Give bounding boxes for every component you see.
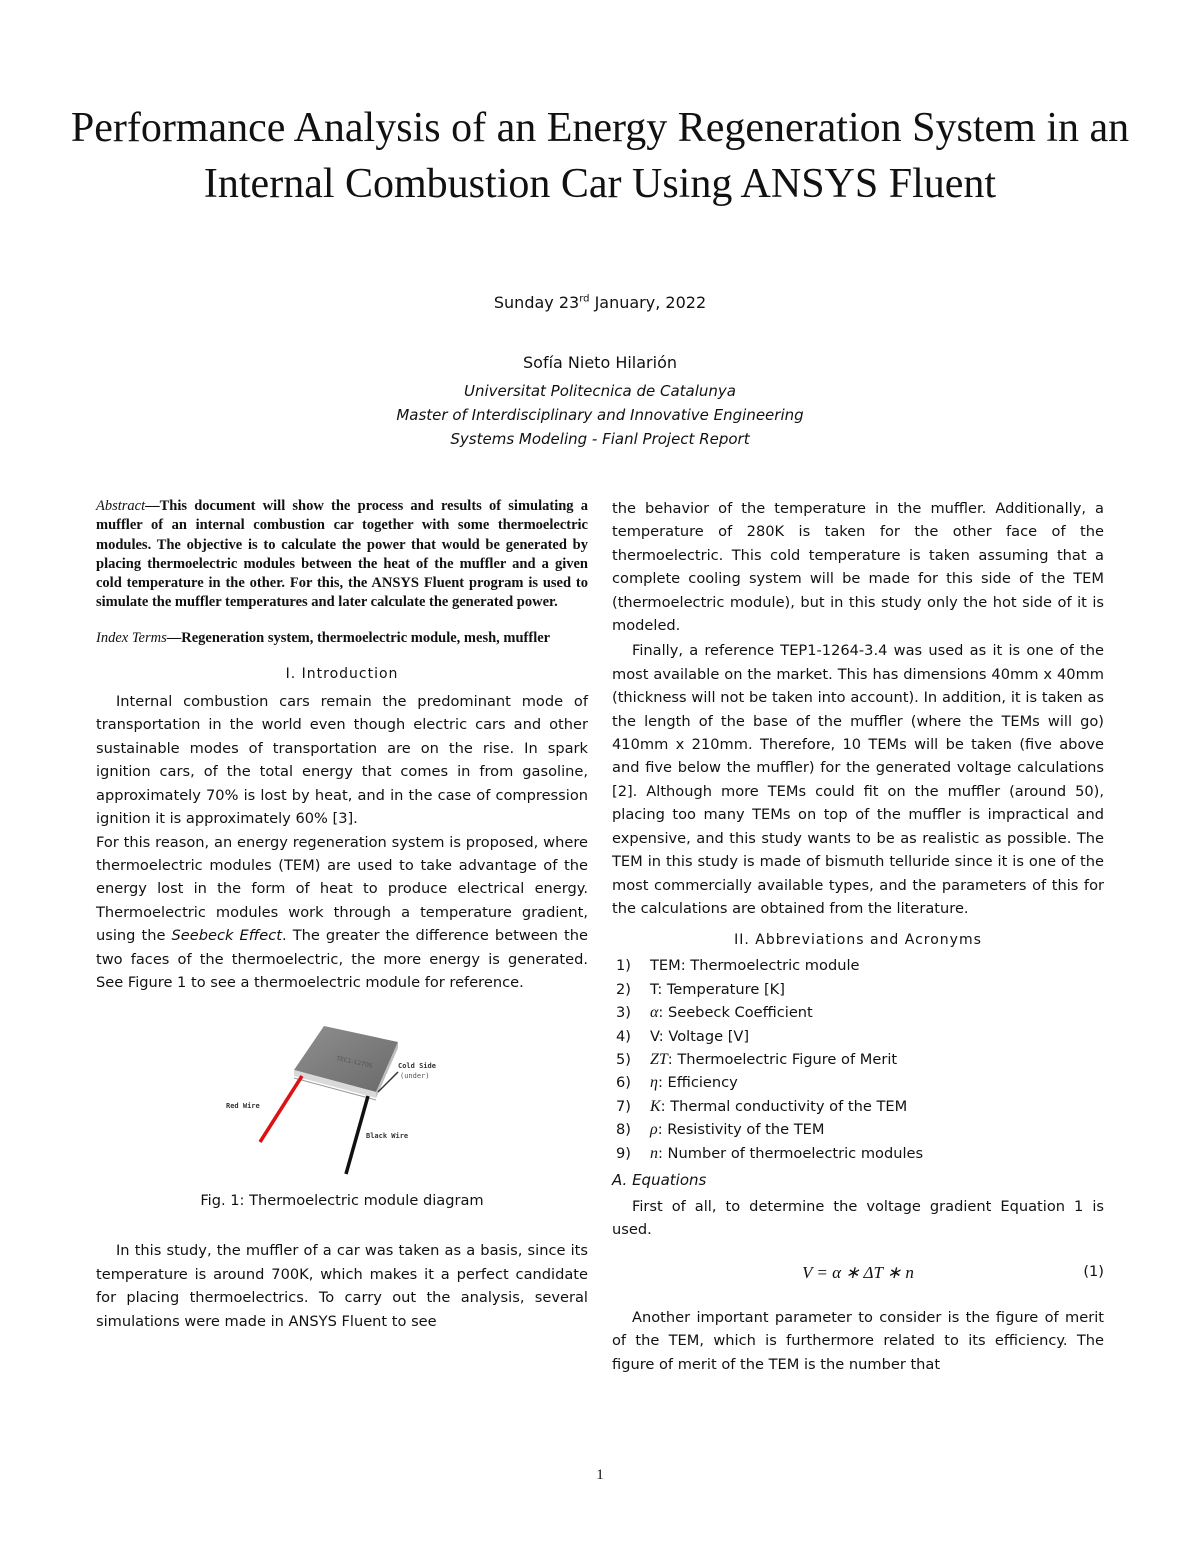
intro-paragraph-2: For this reason, an energy regeneration system is proposed, where thermoelectric modules (TEM) are used to take advantage of the energy lost in the form of heat to produce electrical energy. Thermoelectric modules work through a temperature gradient, using the Seebeck Effect. The greater the difference between the two faces of the thermoelectric, the more energy is generated. See Figure 1 to see a thermoelectric module for reference. <box>96 833 588 991</box>
red-wire-line <box>260 1076 302 1142</box>
index-terms-text: —Regeneration system, thermoelectric module, mesh, muffler <box>166 629 551 646</box>
right-paragraph-1: the behavior of the temperature in the muffler. Additionally, a temperature of 280K is taken for the other face of the thermoelectric. This cold temperature is taken assuming that a complete cooling system will be made for this side of the TEM (thermoelectric module), but in this study only the hot side of it is modeled. <box>612 500 1104 635</box>
abstract-label: Abstract <box>96 498 146 514</box>
list-item: 5) ZT: Thermoelectric Figure of Merit <box>616 1050 898 1068</box>
subsection-equations-heading: A. Equations <box>612 1170 707 1189</box>
black-wire-line <box>346 1096 368 1174</box>
section-abbreviations-heading: II. Abbreviations and Acronyms <box>734 932 982 949</box>
black-wire-label: Black Wire <box>366 1132 409 1141</box>
equation-number: (1) <box>1083 1262 1104 1280</box>
list-item: 7) K: Thermal conductivity of the TEM <box>616 1097 908 1115</box>
abbreviations-list <box>612 954 1104 1165</box>
right-paragraph-2: Finally, a reference TEP1-1264-3.4 was used as it is one of the most available on the market. This has dimensions 40mm x 40mm (thickness will not be taken into account). In addition, it is taken as the length of the base of the muffler (where the TEMs will go) 410mm x 210mm. Therefore, 10 TEMs will be taken (five above and five below the muffler) for the generated voltage calculations [2]. Although more TEMs could fit on the muffler (around 50), placing too many TEMs on top of the muffler is impractical and expensive, and this study wants to be as realistic as possible. The TEM in this study is made of bismuth telluride since it is one of the most commercially available types, and the parameters of this for the calculations are obtained from the literature. <box>612 642 1104 917</box>
list-item: 2) T: Temperature [K] <box>616 980 785 998</box>
list-item: 4) V: Voltage [V] <box>616 1027 750 1045</box>
date-suffix: January, 2022 <box>589 293 707 312</box>
right-paragraph-4: Another important parameter to consider is the figure of merit of the TEM, which is furthermore related to its efficiency. The figure of merit of the TEM is the number that <box>612 1308 1104 1373</box>
list-item: 6) η: Efficiency <box>616 1074 738 1092</box>
left-column <box>96 497 588 1333</box>
intro-paragraph-3: In this study, the muffler of a car was taken as a basis, since its temperature is around 700K, which makes it a perfect candidate for placing thermoelectrics. To carry out the analysis, several simulations were made in ANSYS Fluent to see <box>96 1242 588 1330</box>
date-prefix: Sunday 23 <box>493 293 580 312</box>
seebeck-effect-term: Seebeck Effect <box>171 927 282 945</box>
cold-side-label: Cold Side <box>398 1062 436 1071</box>
affiliation-university: Universitat Politecnica de Catalunya <box>464 382 736 400</box>
affiliation-report: Systems Modeling - Fianl Project Report <box>450 430 750 448</box>
module-label: TEC1-12706 <box>335 1055 373 1070</box>
list-item: 1) TEM: Thermoelectric module <box>616 957 860 975</box>
index-terms-label: Index Terms <box>96 629 167 646</box>
affiliation-master: Master of Interdisciplinary and Innovative Engineering <box>396 406 804 424</box>
thermoelectric-module-illustration <box>96 1020 588 1190</box>
equation-1 <box>612 1260 1104 1290</box>
abstract-text: —This document will show the process and results of simulating a muffler of an internal combustion car together with some thermoelectric modules. The objective is to calculate the power that would be generated by placing thermoelectric modules between the heat of the muffler and a given cold temperature in the other. For this, the ANSYS Fluent program is used to simulate the muffler temperatures and later calculate the generated power. <box>96 498 588 611</box>
right-column <box>612 497 1104 1376</box>
date-superscript: rd <box>579 293 590 305</box>
list-item: 3) α: Seebeck Coefficient <box>616 1004 813 1022</box>
red-wire-label: Red Wire <box>226 1102 260 1111</box>
author-name: Sofía Nieto Hilarión <box>523 353 677 372</box>
figure-caption: Fig. 1: Thermoelectric module diagram <box>200 1192 484 1210</box>
figure-thermoelectric-module <box>96 1020 588 1190</box>
list-item: 9) n: Number of thermoelectric modules <box>616 1144 924 1162</box>
section-introduction-heading: I. Introduction <box>285 666 399 683</box>
list-item: 8) ρ: Resistivity of the TEM <box>616 1121 825 1139</box>
abstract <box>96 497 588 613</box>
page-number: 1 <box>596 1467 604 1483</box>
cold-side-sublabel: (under) <box>400 1072 430 1081</box>
equation-body: V = α ∗ ΔT ∗ n <box>802 1262 914 1282</box>
paper-date <box>0 293 1200 312</box>
paper-title: Performance Analysis of an Energy Regeneration System in an Internal Combustion Car Using ANSYS Fluent <box>70 105 1130 207</box>
intro-paragraph-1: Internal combustion cars remain the predominant mode of transportation in the world even though electric cars and other sustainable modes of transportation are on the rise. In spark ignition cars, of the total energy that comes in from gasoline, approximately 70% is lost by heat, and in the case of compression ignition it is approximately 60% [3]. <box>96 693 588 828</box>
right-paragraph-3: First of all, to determine the voltage gradient Equation 1 is used. <box>612 1197 1104 1239</box>
index-terms <box>96 629 588 648</box>
